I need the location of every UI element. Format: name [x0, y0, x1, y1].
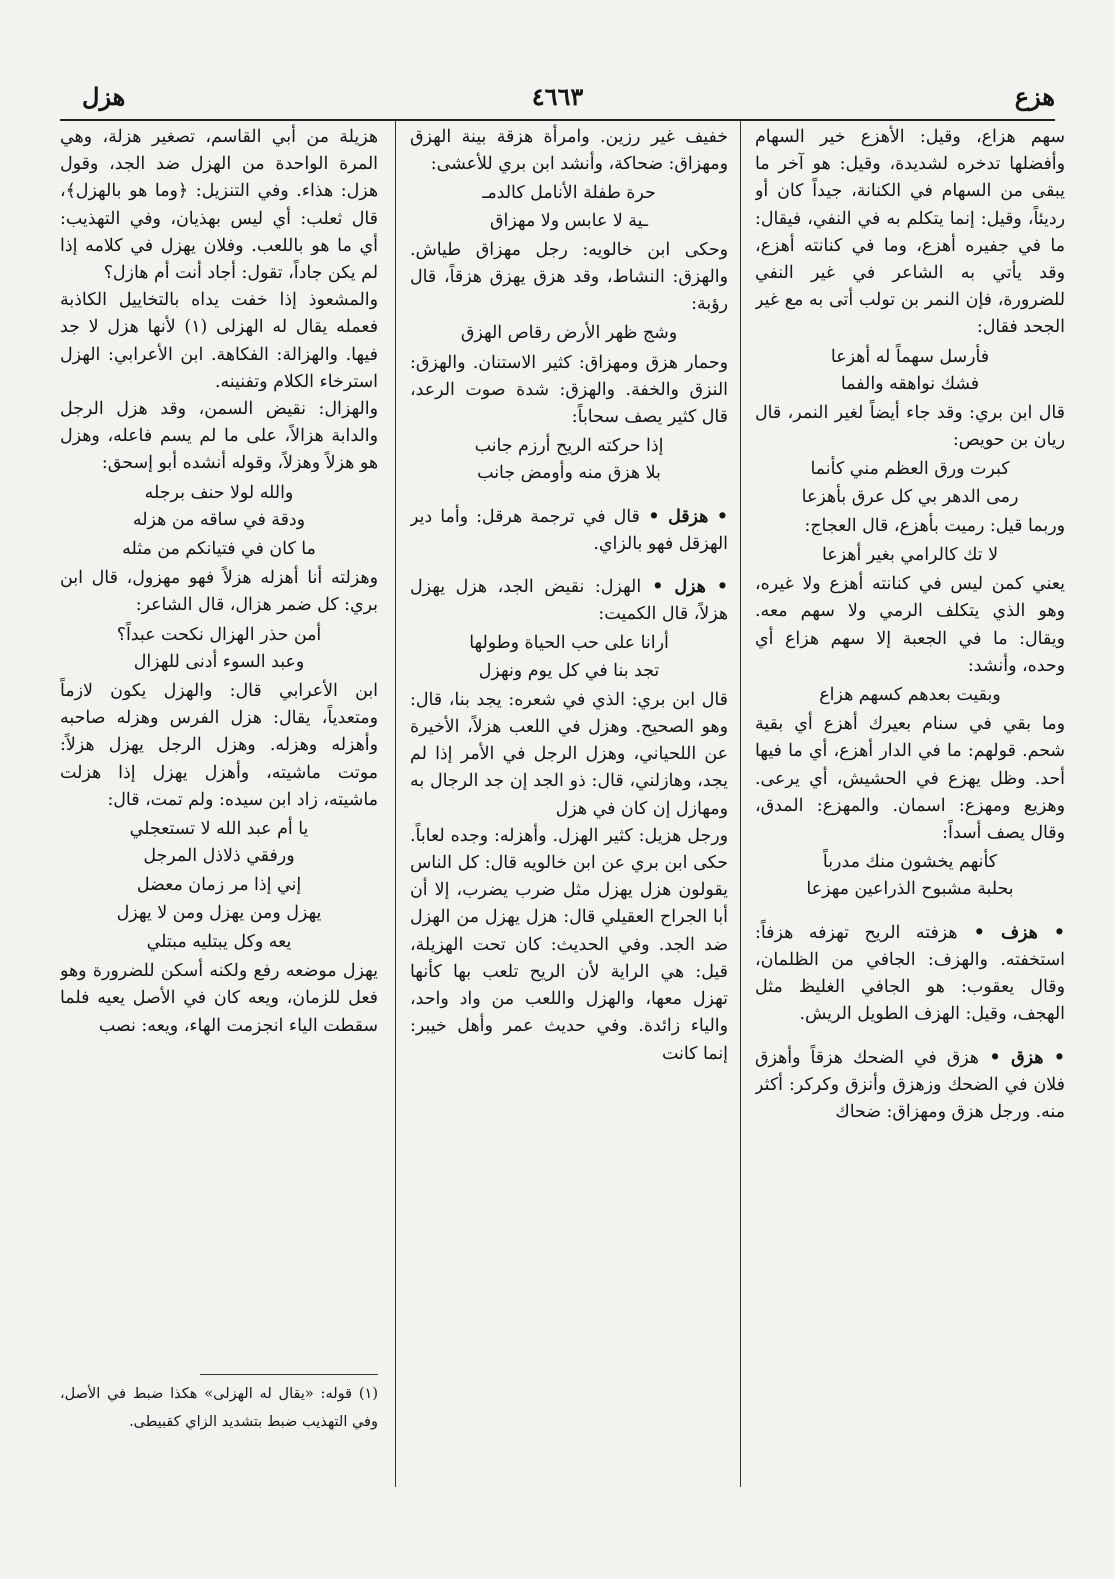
verse-hemistich: وعبد السوء أدنى للهزال [133, 651, 305, 672]
entry-text: الهزل: نقيض الجد، هزل يهزل هزلاً، قال الكميت: [410, 577, 728, 625]
verse-hemistich: ـية لا عابس ولا مهزاق [490, 210, 648, 231]
footnote-rule [200, 1374, 378, 1375]
verse [410, 433, 728, 487]
paragraph: هزيلة من أبي القاسم، تصغير هزلة، وهي المرة الواحدة من الهزل ضد الجد، وقول هزل: هذاء. وفي التنزيل: ﴿وما هو بالهزل﴾، قال ثعلب: أي ليس بهذيان، وفي التهذيب: أي ما هو باللعب. وفلان يهزل في كلامه إذا لم يكن جاداً، تقول: أجاد أنت أم هازل؟ [60, 127, 378, 284]
paragraph: قال ابن بري: وقد جاء أيضاً لغير النمر، قال ريان بن حويص: [755, 403, 1065, 451]
verse-hemistich: وشج ظهر الأرض رقاص الهزق [460, 323, 678, 344]
verse [410, 180, 728, 234]
column-right [755, 124, 1065, 1487]
paragraph: والهزال: نقيض السمن، وقد هزل الرجل والدابة هزالاً، على ما لم يسم فاعله، وهزل هو هزلاً وهزلاً، وقوله أنشده أبو إسحق: [60, 399, 378, 474]
entry-text: هزفته الريح تهزفه هزفاً: استخفته. والهزف: الجافي من الظلمان، وقال يعقوب: هو الجافي الغليظ مثل الهجف، وقيل: الهزف الطويل الريش. [755, 922, 1065, 1025]
paragraph: وربما قيل: رميت بأهزع، قال العجاج: [804, 515, 1065, 536]
footnote: (١) قوله: «يقال له الهزلى» هكذا ضبط في الأصل، وفي التهذيب ضبط بتشديد الزاي كقبيطى. [60, 1386, 378, 1430]
verse [755, 682, 1065, 709]
verse-hemistich: بلا هزق منه وأومض جانب [477, 463, 661, 484]
verse [410, 630, 728, 684]
page-number: ٤٦٦٣ [531, 82, 584, 111]
verse-hemistich: فأرسل سهماً له أهزعا [830, 346, 990, 367]
verse-hemistich: بحلبة مشبوح الذراعين مهزعا [806, 879, 1014, 900]
verse-hemistich: يهزل ومن يهزل ومن لا يهزل [116, 902, 322, 923]
paragraph: وحكى ابن خالويه: رجل مهزاق طياش. والهزق: النشاط، وقد هزق يهزق هزقاً، قال رؤبة: [410, 239, 728, 315]
verse-hemistich: أمن حذر الهزال نكحت عبداً؟ [116, 624, 322, 645]
paragraph: سهم هزاع، وقيل: الأهزع خير السهام وأفضلها تدخره لشديدة، وقيل: هو آخر ما يبقى من السهام في الكنانة، جيداً كان أو رديئاً، وقيل: إنما يتكلم به في النفي، فيقال: ما في جفيره أهزع، وما في كنانته أهزع، وقد يأتي به الشاعر في غير النفي للضرورة، فإن النمر بن تولب أتى به مع غير الجحد فقال: [755, 127, 1065, 338]
paragraph: وهزلته أنا أهزله هزلاً فهو مهزول، قال ابن بري: كل ضمر هزال، قال الشاعر: [60, 568, 378, 616]
entry-headword: • هزقل • [639, 506, 728, 527]
verse-hemistich: أرانا على حب الحياة وطولها [469, 633, 669, 654]
entry-headword: • هزل • [641, 577, 728, 598]
paragraph: وما بقي في سنام بعيرك أهزع أي بقية شحم. قولهم: ما في الدار أهزع، أي ما فيها أحد. وظل يهزع في الحشيش، أي يرعى. وهزيع ومهزع: اسمان. والمهزع: المدق، وقال يصف أسداً: [755, 714, 1065, 844]
verse-hemistich: إني إذا مر زمان معضل [136, 875, 302, 896]
paragraph: قال ابن بري: الذي في شعره: يجد بنا، قال: وهو الصحيح. وهزل في اللعب هزلاً، الأخيرة عن اللحياني، وهزل الرجل في الأمر إذا لم يجد، وهازلني، قال: ذو الجد إن جد الرجال به ومهازل إن كان في هزل [410, 689, 728, 819]
verse-hemistich: كأنهم يخشون منك مدرباً [822, 852, 998, 873]
left-running-head: هزل [82, 82, 126, 111]
entry-text: هزق في الضحك هزقاً وأهزق فلان في الضحك وزهزق وأنزق وكركر: أكثر منه. ورجل هزق ومهزاق: ضحاك [755, 1047, 1065, 1122]
verse-hemistich: تجد بنا في كل يوم ونهزل [478, 660, 660, 681]
verse [755, 542, 1065, 569]
header-rule [60, 119, 1055, 121]
verse-hemistich: رمى الدهر بي كل عرق بأهزعا [801, 486, 1019, 507]
verse-hemistich: والله لولا حنف برجله [144, 482, 294, 503]
right-running-head: هزع [1014, 82, 1055, 111]
verse-hemistich: ما كان في فتيانكم من مثله [122, 539, 316, 560]
verse [60, 816, 378, 870]
verse [60, 929, 378, 956]
dictionary-entry [755, 1045, 1065, 1127]
verse [410, 320, 728, 347]
paragraph: ورجل هزيل: كثير الهزل. وأهزله: وجده لعاباً. حكى ابن بري عن ابن خالويه قال: كل الناس يقولون هزل يهزل مثل ضرب يضرب، إلا أن أبا الجراح العقيلي قال: هزل يهزل من الهزل ضد الجد. وفي الحديث: كان تحت الهزيلة، قيل: هي الراية لأن الريح تلعب بها كأنها تهزل معها، والهزل واللعب من واد واحد، والياء زائدة. وفي حديث عمر وأهل خيبر: إنما كانت [410, 825, 728, 1064]
verse [60, 536, 378, 563]
column-middle [410, 124, 728, 1487]
entry-headword: • هزف • [957, 922, 1065, 943]
entry-headword: • هزق • [978, 1047, 1065, 1068]
verse-hemistich: ورفقي ذلاذل المرجل [143, 846, 295, 867]
verse-hemistich: يا أم عبد الله لا تستعجلي [129, 819, 309, 840]
paragraph: يعني كمن ليس في كنانته أهزع ولا غيره، وهو الذي يتكلف الرمي ولا سهم معه. ويقال: ما في الجعبة إلا سهم هزاع أي وحده، وأنشد: [755, 574, 1065, 676]
paragraph: يهزل موضعه رفع ولكنه أسكن للضرورة وهو فعل للزمان، ويعه كان في الأصل يعيه فلما سقطت الياء انجزمت الهاء، ويعه: نصب [60, 961, 378, 1036]
verse [755, 344, 1065, 398]
column-left [60, 124, 378, 1487]
column-divider [740, 121, 741, 1487]
verse-hemistich: حرة طفلة الأنامل كالدمـ [482, 183, 656, 204]
paragraph: وحمار هزق ومهزاق: كثير الاستنان. والهزق: النزق والخفة. والهزق: شدة صوت الرعد، قال كثير يصف سحاباً: [410, 352, 728, 428]
verse [60, 872, 378, 926]
dictionary-entry [410, 504, 728, 558]
verse-hemistich: لا تك كالرامي بغير أهزعا [822, 545, 998, 566]
verse [60, 480, 378, 534]
verse-hemistich: وبقيت بعدهم كسهم هزاع [819, 685, 1001, 706]
verse-hemistich: يعه وكل يبتليه مبتلي [146, 931, 292, 952]
paragraph: والمشعوذ إذا خفت يداه بالتخاييل الكاذبة فعمله يقال له الهزلى (١) لأنها هزل لا جد فيها. والهزالة: الفكاهة. ابن الأعرابي: الهزل استرخاء الكلام وتفنينه. [60, 290, 378, 392]
paragraph: خفيف غير رزين. وامرأة هزقة بينة الهزق ومهزاق: ضحاكة، وأنشد ابن بري للأعشى: [410, 127, 728, 175]
paragraph: ابن الأعرابي قال: والهزل يكون لازماً ومتعدياً، يقال: هزل الفرس وهزله صاحبه وأهزله وهزله. وهزل الرجل يهزل هزلاً: موتت ماشيته، وأهزل يهزل إذا هزلت ماشيته، زاد ابن سيده: ولم تمت، قال: [60, 681, 378, 810]
verse-hemistich: كبرت ورق العظم مني كأنما [810, 459, 1010, 480]
verse-hemistich: فشك نواهقه والفما [840, 373, 980, 394]
dictionary-entry [755, 920, 1065, 1029]
verse-hemistich: إذا حركته الريح أرزم جانب [474, 436, 664, 457]
column-divider [395, 121, 396, 1487]
verse-hemistich: ودقة في ساقه من هزله [132, 509, 306, 530]
verse [755, 456, 1065, 510]
verse [60, 622, 378, 676]
page-header [60, 78, 1055, 118]
verse [755, 849, 1065, 903]
entry-text: قال في ترجمة هرقل: وأما دير الهزقل فهو بالزاي. [410, 506, 728, 554]
dictionary-entry [410, 574, 728, 628]
